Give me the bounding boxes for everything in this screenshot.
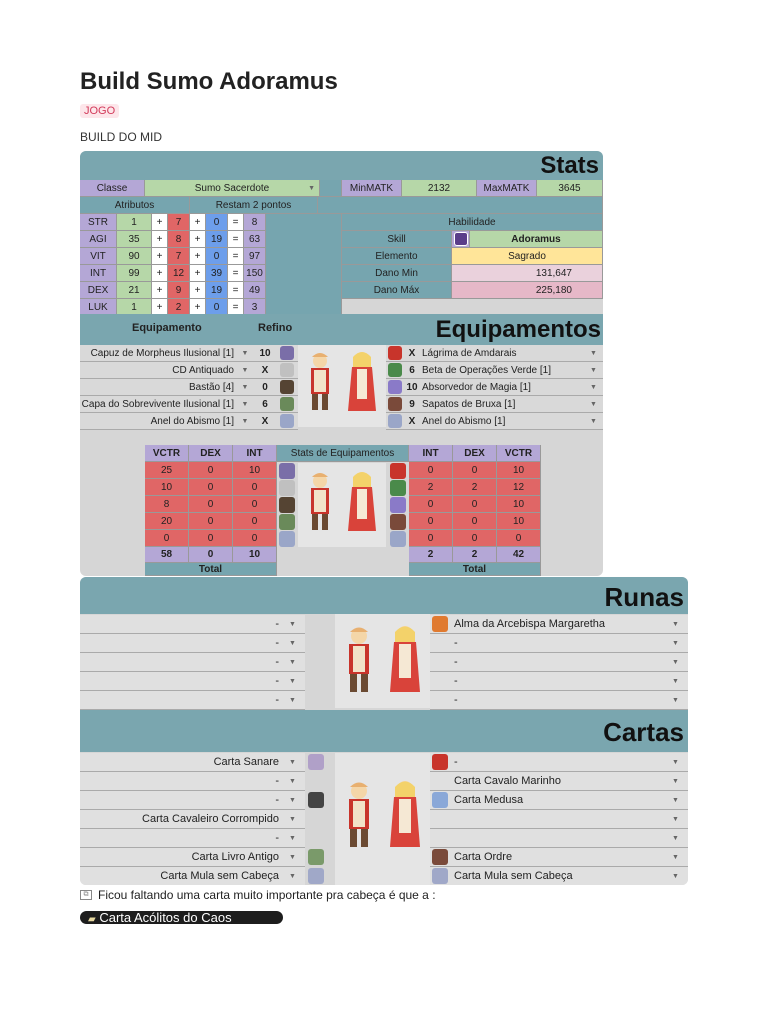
col-header: DEX xyxy=(453,445,497,462)
chevron-down-icon: ▼ xyxy=(308,184,315,192)
total-cell: 10 xyxy=(233,547,277,563)
equip-icon xyxy=(280,380,294,394)
attr-eq-cell: = xyxy=(228,282,244,299)
attr-base-cell: 99 xyxy=(117,265,152,282)
attr-eq-cell: = xyxy=(228,214,244,231)
col-header: DEX xyxy=(189,445,233,462)
stat-cell: 0 xyxy=(145,530,189,547)
footer-note xyxy=(80,888,436,902)
gap xyxy=(266,214,342,316)
refino-value: 9 xyxy=(409,398,415,410)
list-row[interactable] xyxy=(80,867,305,885)
attr-p2-cell: + xyxy=(190,248,206,265)
skill-label: Skill xyxy=(342,231,452,248)
card-icon xyxy=(432,616,448,632)
male-priest-sprite xyxy=(311,353,329,410)
row-value: - xyxy=(275,618,279,630)
equip-icon xyxy=(280,363,294,377)
maxmatk-value: 3645 xyxy=(537,180,603,197)
equip-icon xyxy=(388,380,402,394)
equip-preview xyxy=(298,345,386,427)
elemento-label: Elemento xyxy=(342,248,452,265)
equip-icon xyxy=(390,463,406,479)
attr-p2-cell: + xyxy=(190,214,206,231)
attr-total-cell: 97 xyxy=(244,248,266,265)
chevron-down-icon[interactable]: ▼ xyxy=(241,400,249,408)
total-cell: 42 xyxy=(497,547,541,563)
card-icon xyxy=(432,830,448,846)
list-row[interactable] xyxy=(80,772,305,791)
chevron-down-icon[interactable]: ▼ xyxy=(289,658,296,666)
stat-cell: 2 xyxy=(453,479,497,496)
list-row[interactable] xyxy=(80,848,305,867)
attr-name-cell: VIT xyxy=(80,248,117,265)
attr-eq-cell: = xyxy=(228,299,244,316)
card-icon xyxy=(308,754,324,770)
stat-cell: 0 xyxy=(497,530,541,547)
card-icon xyxy=(432,773,448,789)
equip-row[interactable] xyxy=(386,413,603,430)
stats-equip-label: Stats de Equipamentos xyxy=(277,445,409,462)
list-row[interactable] xyxy=(430,829,688,848)
stat-cell: 0 xyxy=(409,530,453,547)
stat-cell: 0 xyxy=(233,513,277,530)
card-icon xyxy=(432,849,448,865)
attr-bonus-cell: 7 xyxy=(168,214,190,231)
character-sprites xyxy=(298,345,386,427)
list-row[interactable] xyxy=(430,867,688,885)
skill-value: Adoramus xyxy=(470,231,603,248)
stat-cell: 12 xyxy=(497,479,541,496)
equip-icon xyxy=(280,346,294,360)
col-header: INT xyxy=(409,445,453,462)
equip-name: Anel do Abismo [1] xyxy=(422,415,506,427)
refino-value: X xyxy=(408,347,416,359)
attr-extra-cell: 0 xyxy=(206,299,228,316)
row-value: Carta Sanare xyxy=(213,756,279,768)
chevron-down-icon[interactable]: ▼ xyxy=(289,758,296,766)
attr-p1-cell: + xyxy=(152,231,168,248)
stat-cell: 0 xyxy=(453,513,497,530)
equip-row[interactable] xyxy=(80,413,298,430)
chevron-down-icon[interactable]: ▼ xyxy=(289,853,296,861)
page-title: Build Sumo Adoramus xyxy=(80,68,338,95)
row-value: Carta Cavaleiro Corrompido xyxy=(142,813,279,825)
row-value: - xyxy=(275,656,279,668)
cartas-header: Cartas xyxy=(603,717,684,747)
chevron-down-icon[interactable]: ▼ xyxy=(672,853,679,861)
chevron-down-icon[interactable]: ▼ xyxy=(672,872,679,880)
attr-total-cell: 63 xyxy=(244,231,266,248)
stat-cell: 0 xyxy=(453,530,497,547)
chevron-down-icon[interactable]: ▼ xyxy=(672,639,679,647)
footer-card-text: Carta Acólitos do Caos xyxy=(99,911,232,924)
equip-name: Bastão [4] xyxy=(188,381,234,393)
total-cell: 2 xyxy=(409,547,453,563)
row-value: - xyxy=(275,637,279,649)
card-icon xyxy=(432,692,448,708)
card-icon xyxy=(308,868,324,884)
row-value: Carta Cavalo Marinho xyxy=(454,775,561,787)
chevron-down-icon[interactable]: ▼ xyxy=(590,400,597,408)
attr-total-cell: 3 xyxy=(244,299,266,316)
attr-name-cell: DEX xyxy=(80,282,117,299)
chevron-down-icon[interactable]: ▼ xyxy=(241,417,249,425)
list-row[interactable] xyxy=(80,634,305,653)
classe-select[interactable] xyxy=(145,180,320,197)
equip-row[interactable] xyxy=(80,396,298,413)
attr-p1-cell: + xyxy=(152,282,168,299)
attr-bonus-cell: 9 xyxy=(168,282,190,299)
equip-icon xyxy=(388,363,402,377)
chevron-down-icon[interactable]: ▼ xyxy=(672,758,679,766)
chevron-down-icon[interactable]: ▼ xyxy=(672,696,679,704)
equip-row[interactable] xyxy=(80,379,298,396)
equip-icon xyxy=(388,414,402,428)
col-header: VCTR xyxy=(497,445,541,462)
refino-value: 0 xyxy=(262,381,268,393)
row-value: Carta Ordre xyxy=(454,851,513,863)
col-header: INT xyxy=(233,445,277,462)
attr-p1-cell: + xyxy=(152,214,168,231)
chevron-down-icon[interactable]: ▼ xyxy=(289,620,296,628)
cartas-preview xyxy=(335,753,430,885)
attr-base-cell: 35 xyxy=(117,231,152,248)
adoramus-skill-icon xyxy=(454,232,468,246)
stat-cell: 10 xyxy=(497,513,541,530)
runas-cartas-panel xyxy=(80,577,688,885)
chevron-down-icon[interactable]: ▼ xyxy=(289,677,296,685)
gap xyxy=(320,180,342,197)
chevron-down-icon[interactable]: ▼ xyxy=(672,777,679,785)
equip-icon xyxy=(279,480,295,496)
row-value: Alma da Arcebispa Margaretha xyxy=(454,618,606,630)
chevron-down-icon[interactable]: ▼ xyxy=(241,383,249,391)
footer-card-chip[interactable] xyxy=(80,911,283,924)
attr-bonus-cell: 7 xyxy=(168,248,190,265)
stat-cell: 0 xyxy=(453,496,497,513)
character-sprites xyxy=(335,753,430,885)
card-icon xyxy=(308,792,324,808)
attr-base-cell: 1 xyxy=(117,214,152,231)
classe-value: Sumo Sacerdote xyxy=(194,182,270,194)
stat-cell: 0 xyxy=(409,462,453,479)
classe-label: Classe xyxy=(80,180,145,197)
equip-name: Capa do Sobrevivente Ilusional [1] xyxy=(81,398,234,410)
stats-panel xyxy=(80,151,603,576)
attr-extra-cell: 39 xyxy=(206,265,228,282)
attr-p2-cell: + xyxy=(190,231,206,248)
footer-note-text: Ficou faltando uma carta muito importante pra cabeça é que a : xyxy=(98,888,436,902)
row-value: - xyxy=(454,637,458,649)
attr-extra-cell: 0 xyxy=(206,248,228,265)
chevron-down-icon[interactable]: ▼ xyxy=(672,620,679,628)
restam-label: Restam 2 pontos xyxy=(190,197,318,214)
attr-extra-cell: 19 xyxy=(206,231,228,248)
chevron-down-icon[interactable]: ▼ xyxy=(590,383,597,391)
card-icon xyxy=(432,868,448,884)
row-value: - xyxy=(454,656,458,668)
equip-icon xyxy=(279,531,295,547)
character-sprites xyxy=(298,463,386,547)
row-value: - xyxy=(275,832,279,844)
list-row[interactable] xyxy=(80,791,305,810)
refino-value: 10 xyxy=(259,347,271,359)
row-value: - xyxy=(454,694,458,706)
equip-row[interactable] xyxy=(80,345,298,362)
stat-cell: 0 xyxy=(233,479,277,496)
card-icon xyxy=(432,754,448,770)
attr-extra-cell: 0 xyxy=(206,214,228,231)
refino-value: 6 xyxy=(262,398,268,410)
attr-p2-cell: + xyxy=(190,299,206,316)
character-sprites xyxy=(335,614,430,708)
list-row[interactable] xyxy=(80,672,305,691)
equip-row[interactable] xyxy=(386,345,603,362)
stat-cell: 0 xyxy=(189,530,233,547)
row-value: - xyxy=(275,675,279,687)
attr-p1-cell: + xyxy=(152,248,168,265)
attr-name-cell: AGI xyxy=(80,231,117,248)
runas-preview xyxy=(335,614,430,708)
stat-cell: 0 xyxy=(233,530,277,547)
cartas-header-bar xyxy=(80,710,688,752)
equip-icon xyxy=(390,514,406,530)
equip-row[interactable] xyxy=(386,379,603,396)
equip-stats-preview xyxy=(298,463,386,547)
equip-icon xyxy=(388,346,402,360)
refino-value: X xyxy=(261,415,269,427)
equip-icon xyxy=(280,414,294,428)
list-row[interactable] xyxy=(430,791,688,810)
chevron-down-icon[interactable]: ▼ xyxy=(289,815,296,823)
tag-badge[interactable]: JOGO xyxy=(80,104,119,118)
equip-name: Beta de Operações Verde [1] xyxy=(422,364,551,376)
stat-cell: 25 xyxy=(145,462,189,479)
equip-name: Lágrima de Amdarais xyxy=(422,347,517,359)
equip-row[interactable] xyxy=(386,362,603,379)
stat-cell: 2 xyxy=(409,479,453,496)
gap xyxy=(318,197,603,214)
attr-eq-cell: = xyxy=(228,231,244,248)
refino-value: 6 xyxy=(409,364,415,376)
attr-eq-cell: = xyxy=(228,248,244,265)
equip-header: Equipamentos xyxy=(435,316,601,343)
attr-p1-cell: + xyxy=(152,299,168,316)
list-row[interactable] xyxy=(430,691,688,710)
chevron-down-icon[interactable]: ▼ xyxy=(241,366,249,374)
image-placeholder-icon: ⧉ xyxy=(80,890,92,900)
stat-cell: 20 xyxy=(145,513,189,530)
card-icon xyxy=(432,654,448,670)
female-priest-sprite xyxy=(348,352,376,411)
attr-bonus-cell: 2 xyxy=(168,299,190,316)
stat-cell: 0 xyxy=(233,496,277,513)
list-row[interactable] xyxy=(80,653,305,672)
stat-cell: 0 xyxy=(453,462,497,479)
stat-cell: 0 xyxy=(189,496,233,513)
attr-bonus-cell: 8 xyxy=(168,231,190,248)
chevron-down-icon[interactable]: ▼ xyxy=(672,677,679,685)
equip-icon xyxy=(388,397,402,411)
minmatk-label: MinMATK xyxy=(342,180,402,197)
danomin-label: Dano Min xyxy=(342,265,452,282)
stats-header-bar xyxy=(80,151,603,180)
row-value: Carta Mula sem Cabeça xyxy=(160,870,279,882)
stats-header: Stats xyxy=(540,152,599,179)
chevron-down-icon[interactable]: ▼ xyxy=(672,658,679,666)
list-row[interactable] xyxy=(430,848,688,867)
attr-base-cell: 90 xyxy=(117,248,152,265)
attr-eq-cell: = xyxy=(228,265,244,282)
list-row[interactable] xyxy=(430,753,688,772)
list-row[interactable] xyxy=(430,810,688,829)
atributos-label: Atributos xyxy=(80,197,190,214)
equip-icon xyxy=(279,514,295,530)
equip-col-refino: Refino xyxy=(258,322,293,334)
card-icon xyxy=(432,635,448,651)
list-row[interactable] xyxy=(430,653,688,672)
card-icon xyxy=(432,792,448,808)
list-row[interactable] xyxy=(430,615,688,634)
chevron-down-icon[interactable]: ▼ xyxy=(289,796,296,804)
total-cell: 58 xyxy=(145,547,189,563)
attr-base-cell: 1 xyxy=(117,299,152,316)
row-value: - xyxy=(454,756,458,768)
attr-extra-cell: 19 xyxy=(206,282,228,299)
chevron-down-icon[interactable]: ▼ xyxy=(672,834,679,842)
chevron-down-icon[interactable]: ▼ xyxy=(241,349,249,357)
equip-row[interactable] xyxy=(80,362,298,379)
minmatk-value: 2132 xyxy=(402,180,477,197)
maxmatk-label: MaxMATK xyxy=(477,180,537,197)
total-label: Total xyxy=(145,563,277,576)
equip-row[interactable] xyxy=(386,396,603,413)
chevron-down-icon[interactable]: ▼ xyxy=(289,696,296,704)
chevron-down-icon[interactable]: ▼ xyxy=(289,639,296,647)
danomin-value: 131,647 xyxy=(452,265,603,282)
equip-icon xyxy=(390,480,406,496)
equip-name: Sapatos de Bruxa [1] xyxy=(422,398,516,410)
chevron-down-icon[interactable]: ▼ xyxy=(289,834,296,842)
attr-p2-cell: + xyxy=(190,282,206,299)
attr-p2-cell: + xyxy=(190,265,206,282)
stat-cell: 0 xyxy=(189,513,233,530)
stat-cell: 10 xyxy=(145,479,189,496)
list-row[interactable] xyxy=(80,691,305,710)
equip-icon xyxy=(280,397,294,411)
equip-col-name: Equipamento xyxy=(132,322,202,334)
stat-cell: 0 xyxy=(409,496,453,513)
chevron-down-icon[interactable]: ▼ xyxy=(672,796,679,804)
list-row[interactable] xyxy=(430,672,688,691)
row-value: - xyxy=(275,794,279,806)
equip-icon xyxy=(279,463,295,479)
attr-name-cell: STR xyxy=(80,214,117,231)
card-icon xyxy=(432,673,448,689)
chevron-down-icon[interactable]: ▼ xyxy=(289,777,296,785)
equip-icon xyxy=(279,497,295,513)
card-icon: ▰ xyxy=(88,914,96,924)
equip-name: CD Antiquado xyxy=(172,364,234,376)
row-value: Carta Mula sem Cabeça xyxy=(454,870,573,882)
stat-cell: 10 xyxy=(497,462,541,479)
attr-base-cell: 21 xyxy=(117,282,152,299)
card-icon xyxy=(308,849,324,865)
attr-name-cell: LUK xyxy=(80,299,117,316)
row-value: Carta Medusa xyxy=(454,794,524,806)
skill-icon-cell xyxy=(452,231,470,248)
attr-name-cell: INT xyxy=(80,265,117,282)
stat-cell: 0 xyxy=(189,479,233,496)
attr-total-cell: 8 xyxy=(244,214,266,231)
equip-name: Capuz de Morpheus Ilusional [1] xyxy=(90,347,234,359)
stat-cell: 0 xyxy=(189,462,233,479)
equip-icon xyxy=(390,497,406,513)
page-subtitle: BUILD DO MID xyxy=(80,130,163,144)
attr-total-cell: 150 xyxy=(244,265,266,282)
total-label: Total xyxy=(409,563,541,576)
elemento-value: Sagrado xyxy=(452,248,603,265)
row-value: - xyxy=(275,694,279,706)
chevron-down-icon[interactable]: ▼ xyxy=(590,349,597,357)
danomax-value: 225,180 xyxy=(452,282,603,299)
list-row[interactable] xyxy=(80,829,305,848)
refino-value: 10 xyxy=(406,381,418,393)
refino-value: X xyxy=(261,364,269,376)
refino-value: X xyxy=(408,415,416,427)
chevron-down-icon[interactable]: ▼ xyxy=(672,815,679,823)
stat-cell: 10 xyxy=(233,462,277,479)
col-header: VCTR xyxy=(145,445,189,462)
habilidade-label: Habilidade xyxy=(342,214,603,231)
equip-icon xyxy=(390,531,406,547)
total-cell: 2 xyxy=(453,547,497,563)
list-row[interactable] xyxy=(80,810,305,829)
card-icon xyxy=(432,811,448,827)
row-value: - xyxy=(454,675,458,687)
equip-name: Absorvedor de Magia [1] xyxy=(422,381,531,393)
stat-cell: 8 xyxy=(145,496,189,513)
runas-header-bar xyxy=(80,577,688,614)
list-row[interactable] xyxy=(80,615,305,634)
chevron-down-icon[interactable]: ▼ xyxy=(590,417,597,425)
row-value: - xyxy=(275,775,279,787)
attr-bonus-cell: 12 xyxy=(168,265,190,282)
danomax-label: Dano Máx xyxy=(342,282,452,299)
row-value: Carta Livro Antigo xyxy=(191,851,279,863)
runas-header: Runas xyxy=(604,582,684,612)
total-cell: 0 xyxy=(189,547,233,563)
equip-name: Anel do Abismo [1] xyxy=(150,415,234,427)
chevron-down-icon[interactable]: ▼ xyxy=(590,366,597,374)
stat-cell: 0 xyxy=(409,513,453,530)
attr-p1-cell: + xyxy=(152,265,168,282)
attr-total-cell: 49 xyxy=(244,282,266,299)
list-row[interactable] xyxy=(430,634,688,653)
chevron-down-icon[interactable]: ▼ xyxy=(289,872,296,880)
list-row[interactable] xyxy=(430,772,688,791)
list-row[interactable] xyxy=(80,753,305,772)
stat-cell: 10 xyxy=(497,496,541,513)
